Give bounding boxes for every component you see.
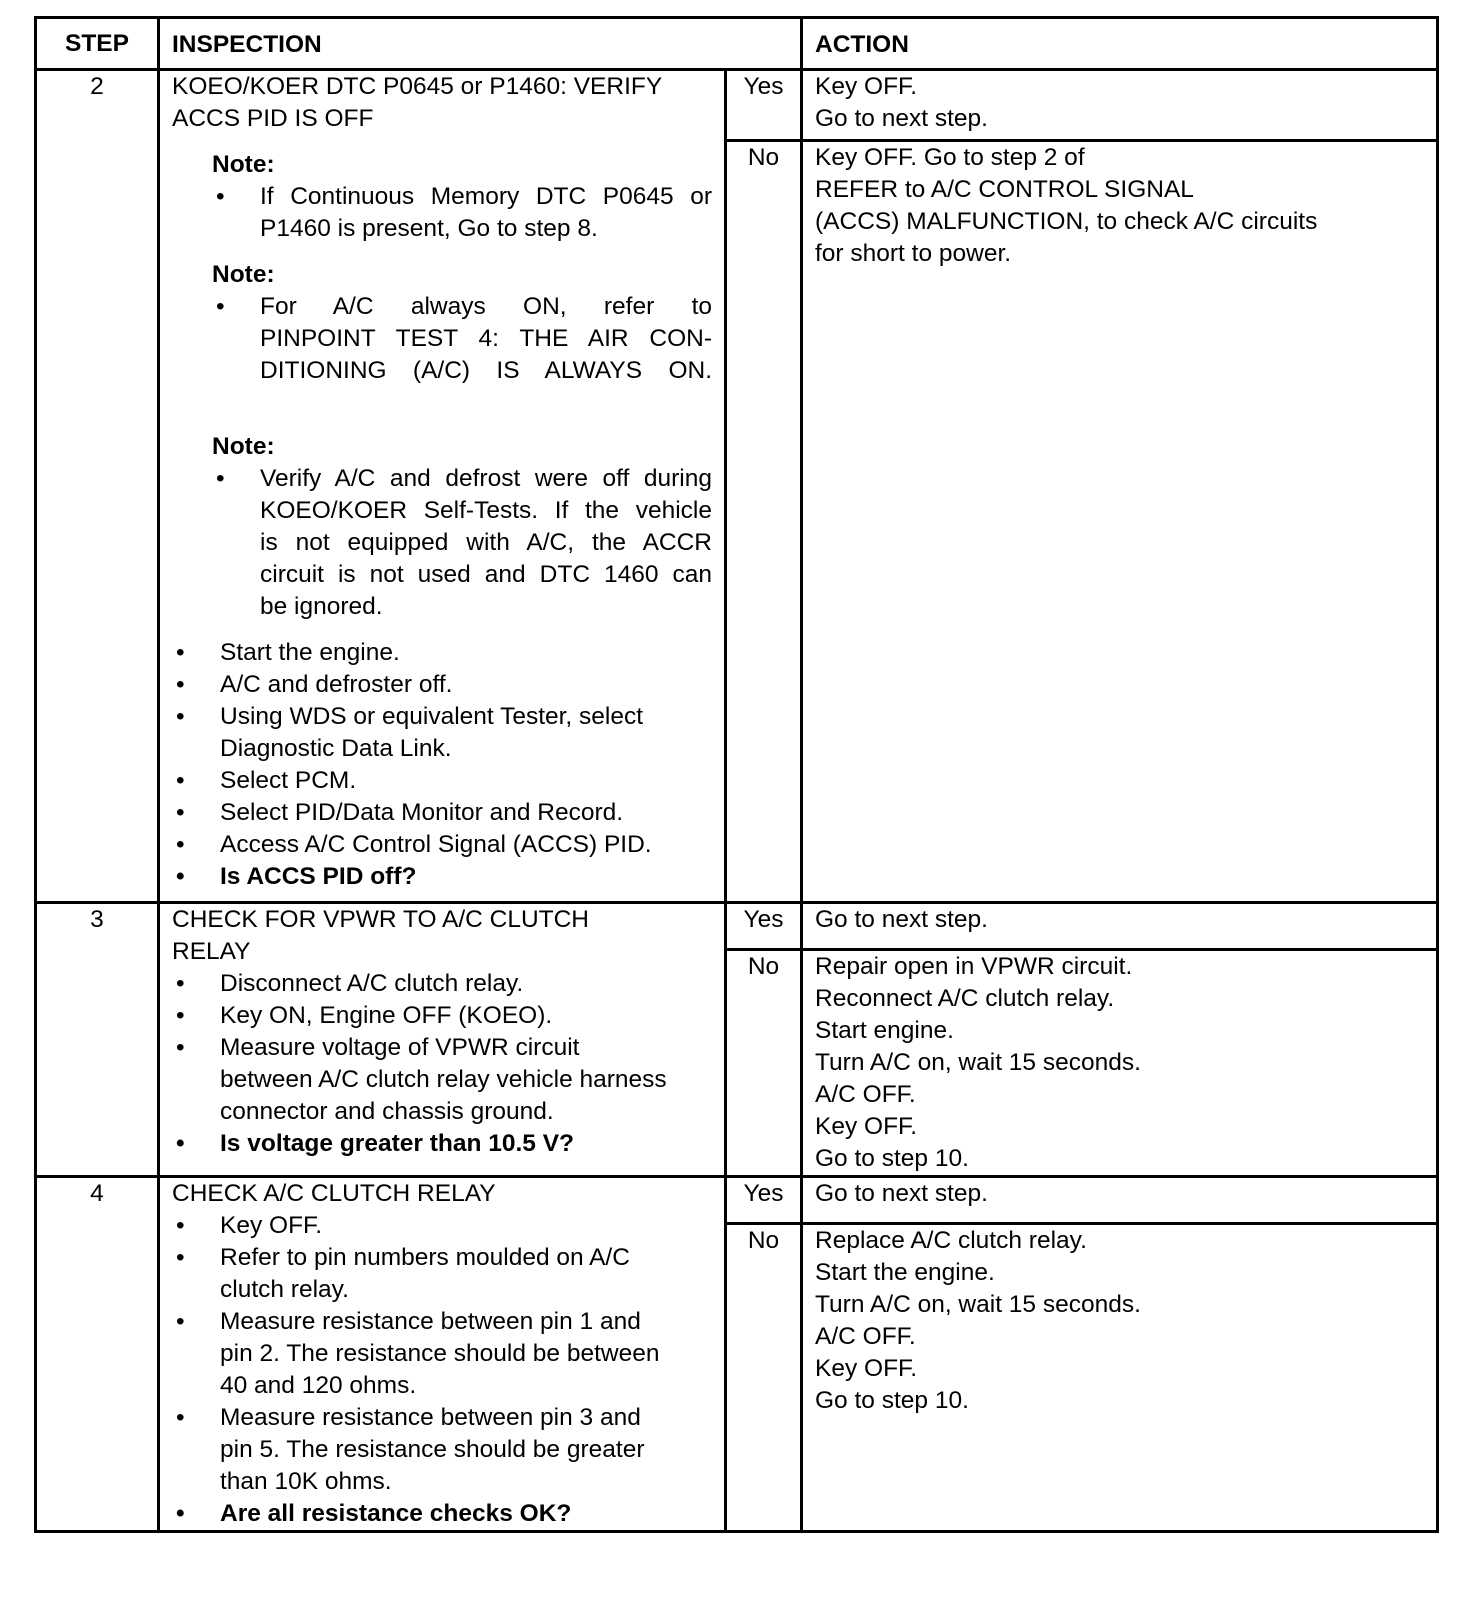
yes-action: Go to next step. [802,1177,1438,1224]
inspection-bullet: • Using WDS or equivalent Tester, select Diagnostic Data Link. [172,701,712,765]
inspection-question: • Are all resistance checks OK? [172,1498,712,1530]
step-2-inspection [159,70,726,903]
note-bullet: • For A/C always ON, refer to PINPOINT TEST 4: THE AIR CON- DITIONING (A/C) IS ALWAYS ON. [212,291,712,387]
note-bullet: • Verify A/C and defrost were off during KOEO/KOER Self-Tests. If the vehicle is not equipped with A/C, the ACCR circuit is not used and DTC 1460 can be ignored. [212,463,712,623]
note-block [212,431,712,623]
no-action: Key OFF. Go to step 2 of REFER to A/C CONTROL SIGNAL (ACCS) MALFUNCTION, to check A/C circuits for short to power. [802,141,1438,903]
step-3-yes-row [36,903,1438,950]
step-4-inspection [159,1177,726,1532]
inspection-bullet: • Select PID/Data Monitor and Record. [172,797,712,829]
note-label: Note: [212,151,275,178]
inspection-bullet: • Measure voltage of VPWR circuit between A/C clutch relay vehicle harness connector and chassis ground. [172,1032,712,1128]
inspection-bullet: • Key ON, Engine OFF (KOEO). [172,1000,712,1032]
yes-action: Key OFF. Go to next step. [802,70,1438,141]
inspection-bullet: • Measure resistance between pin 1 and pin 2. The resistance should be between 40 and 120 ohms. [172,1306,712,1402]
note-bullet: • If Continuous Memory DTC P0645 or P1460 is present, Go to step 8. [212,181,712,245]
step-title: CHECK A/C CLUTCH RELAY [172,1180,496,1207]
header-row [36,18,1438,70]
step-2-yes-row [36,70,1438,141]
yes-label: Yes [726,70,802,141]
inspection-bullet: • Measure resistance between pin 3 and pin 5. The resistance should be greater than 10K ohms. [172,1402,712,1498]
inspection-question: • Is ACCS PID off? [172,861,712,893]
yes-label: Yes [726,903,802,950]
inspection-question: • Is voltage greater than 10.5 V? [172,1128,712,1160]
note-block [212,259,712,387]
step-title: RELAY [172,938,251,965]
step-number: 4 [36,1177,159,1532]
step-title: CHECK FOR VPWR TO A/C CLUTCH [172,906,590,933]
inspection-bullet: • Disconnect A/C clutch relay. [172,968,712,1000]
inspection-bullet: • Access A/C Control Signal (ACCS) PID. [172,829,712,861]
step-4-yes-row [36,1177,1438,1224]
step-number: 2 [36,70,159,903]
no-label: No [726,1224,802,1532]
note-block [212,149,712,245]
note-label: Note: [212,261,275,288]
no-label: No [726,950,802,1177]
inspection-bullet: • Start the engine. [172,637,712,669]
step-title: KOEO/KOER DTC P0645 or P1460: VERIFY [172,73,663,100]
no-action: Repair open in VPWR circuit. Reconnect A/C clutch relay. Start engine. Turn A/C on, wait 15 seconds. A/C OFF. Key OFF. Go to step 10. [802,950,1438,1177]
inspection-bullet: • Key OFF. [172,1210,712,1242]
header-action: ACTION [802,18,1438,70]
inspection-bullet: • Refer to pin numbers moulded on A/C clutch relay. [172,1242,712,1306]
inspection-bullet: • A/C and defroster off. [172,669,712,701]
no-label: No [726,141,802,903]
header-step: STEP [36,18,159,70]
step-3-inspection [159,903,726,1177]
yes-label: Yes [726,1177,802,1224]
step-title: ACCS PID IS OFF [172,105,374,132]
inspection-bullet: • Select PCM. [172,765,712,797]
note-label: Note: [212,433,275,460]
step-number: 3 [36,903,159,1177]
no-action: Replace A/C clutch relay. Start the engine. Turn A/C on, wait 15 seconds. A/C OFF. Key OFF. Go to step 10. [802,1224,1438,1532]
header-inspection: INSPECTION [159,18,802,70]
diagnostic-table [34,16,1439,1533]
yes-action: Go to next step. [802,903,1438,950]
